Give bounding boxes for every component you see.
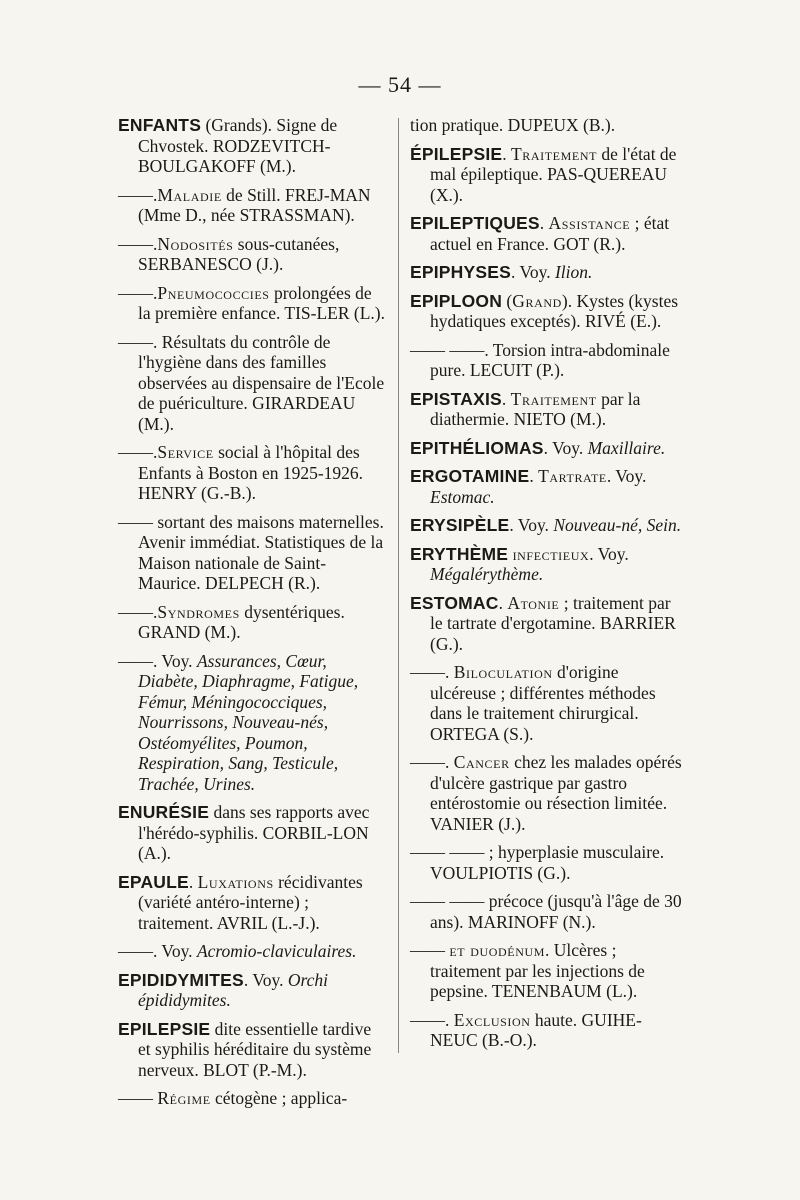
entry-text: dite essentielle tardive et syphilis héréditaire du système nerveux. BLOT (P.-M.). [138,1018,372,1080]
repeat-dash: —— —— [410,891,485,911]
entry-headword: ENFANTS [118,115,202,135]
entry-text: tion pratique. DUPEUX (B.). [410,115,616,135]
index-subentry [118,602,386,643]
repeat-dash: ——. [118,184,158,205]
repeat-dash: ——. [118,331,158,352]
index-entry [118,872,386,934]
subject-term: Cancer [453,752,510,772]
entry-headword: EPILEPTIQUES [410,213,540,233]
entry-headword: EPAULE [118,871,189,892]
subject-term: Luxations [197,871,274,892]
right-column [410,115,682,1059]
entry-text: précoce (jusqu'à l'âge de 30 ans). MARINOFF (N.). [430,891,682,932]
subject-term: Nodosités [157,233,234,254]
entry-headword: ERYTHÈME [410,543,509,564]
entry-text: récidivantes (variété antéro-interne) ; traitement. AVRIL (L.-J.). [138,871,363,933]
entry-text: de l'état de mal épileptique. PAS-QUEREAU (X.). [430,143,677,205]
entry-text: dysentériques. GRAND (M.). [138,601,345,642]
index-entry [410,291,682,332]
index-subentry [410,340,682,381]
subject-term: Tartrate [538,466,607,486]
entry-text: . [529,466,539,486]
entry-text: . Voy. [589,543,629,564]
repeat-dash: ——. [410,1009,450,1030]
subject-term: Biloculation [453,662,553,682]
subject-term: Exclusion [453,1009,531,1030]
entry-text: haute. GUIHE-NEUC (B.-O.). [430,1009,642,1050]
subject-term: Traitement [510,388,597,409]
entry-text: chez les malades opérés d'ulcère gastrique par gastro entérostomie ou résection limitée. VANIER (J.). [430,752,682,834]
index-entry [410,213,682,254]
entry-text: . Voy. [606,466,647,486]
index-subentry [118,1088,386,1109]
cross-reference: Estomac. [430,486,495,507]
entry-text: . Voy. [543,437,588,458]
index-entry [118,970,386,1011]
index-entry [410,593,682,655]
cross-reference: Acromio-claviculaires. [196,941,357,961]
entry-text: . Voy. [511,262,555,282]
repeat-dash: ——. [118,233,158,254]
entry-text: Résultats du contrôle de l'hygiène dans des familles observées au dispensaire de l'Ecole de puériculture. GIRARDEAU (M.). [138,331,385,434]
repeat-dash: ——. [118,601,158,622]
left-column [118,115,386,1117]
index-subentry [118,651,386,795]
entry-text: . [501,388,511,409]
index-subentry [118,442,386,504]
entry-text: social à l'hôpital des Enfants à Boston en 1925-1926. HENRY (G.-B.). [138,442,364,503]
entry-headword: ERGOTAMINE [410,466,530,486]
subject-term: Régime [157,1088,211,1108]
entry-text: dans ses rapports avec l'hérédo-syphilis. CORBIL-LON (A.). [138,802,370,863]
index-entry [410,144,682,206]
entry-text: (Grands). Signe de Chvostek. RODZEVITCH-BOULGAKOFF (M.). [138,115,338,176]
index-subentry [118,941,386,962]
entry-text: . [502,143,511,164]
index-subentry [410,752,682,834]
cross-reference: Orchi épididymites. [138,969,329,1010]
entry-text: sous-cutanées, SERBANESCO (J.). [138,233,340,274]
entry-text: . Voy. [509,515,554,535]
subject-term: Grand [512,290,562,311]
subject-term: et duodénum [449,940,546,960]
repeat-dash: —— [118,511,153,532]
entry-headword: ENURÉSIE [118,802,210,822]
index-subentry [118,512,386,594]
index-subentry [118,332,386,435]
entry-text: . Voy. [243,969,288,990]
subject-term: Service [157,442,214,462]
page-number: — 54 — [358,72,442,97]
entry-text: ( [502,290,513,311]
entry-text: de Still. FREJ-MAN (Mme D., née STRASSMAN). [138,184,371,225]
entry-headword: ÉPILEPSIE [410,143,503,164]
cross-reference: Mégalérythème. [430,564,544,584]
entry-text: ; hyperplasie musculaire. VOULPIOTIS (G.). [430,842,665,883]
entry-text: ; traitement par le tartrate d'ergotamine. BARRIER (G.). [430,592,676,654]
repeat-dash: —— [118,1088,153,1108]
repeat-dash: ——. [118,650,158,671]
index-subentry [410,842,682,883]
entry-headword: ERYSIPÈLE [410,515,510,535]
entry-text: d'origine ulcéreuse ; différentes méthodes dans le traitement chirurgical. ORTEGA (S.). [430,662,656,744]
repeat-dash: ——. [118,941,158,961]
subject-term: Maladie [157,184,222,205]
entry-text: Torsion intra-abdominale pure. LECUIT (P.). [430,339,670,380]
entry-text: Voy. [157,941,197,961]
index-entry [410,438,682,459]
index-subentry [118,185,386,226]
subject-term: Atonie [507,592,560,613]
entry-headword: ESTOMAC [410,592,499,613]
index-subentry [410,891,682,932]
entry-headword: EPIPHYSES [410,262,512,282]
index-entry [118,802,386,864]
repeat-dash: ——. [118,282,158,303]
entry-text: sortant des maisons maternelles. Avenir immédiat. Statistiques de la Maison nationale de Saint-Maurice. DELPECH (R.). [138,511,384,593]
index-entry [410,544,682,585]
subject-term: Assistance [548,213,631,233]
entry-headword: EPILEPSIE [118,1018,211,1039]
entry-text: ). Kystes (kystes hydatiques exceptés). RIVÉ (E.). [430,290,679,331]
entry-headword: EPITHÉLIOMAS [410,437,544,458]
cross-reference: Ilion. [554,262,593,282]
subject-term: Traitement [511,143,598,164]
entry-text: prolongées de la première enfance. TIS-LER (L.). [138,282,385,323]
repeat-dash: —— —— [410,842,485,862]
repeat-dash: ——. [410,662,450,682]
cross-reference: Maxillaire. [587,437,666,458]
repeat-dash: —— [410,940,445,960]
index-entry [410,515,682,536]
index-subentry [410,1010,682,1051]
index-entry [410,262,682,283]
entry-text: cétogène ; applica- [210,1088,348,1108]
entry-headword: EPISTAXIS [410,388,502,409]
index-entry [118,1019,386,1081]
index-subentry [410,940,682,1002]
index-subentry [118,234,386,275]
index-entry [410,466,682,507]
index-subentry [410,662,682,744]
subject-term: Pneumococcies [157,282,270,303]
index-subentry [410,115,682,136]
entry-text: . [539,213,549,233]
index-entry [118,115,386,177]
subject-term: infectieux [512,543,590,564]
entry-text: . [188,871,198,892]
index-entry [410,389,682,430]
entry-text: . Ulcères ; traitement par les injections de pepsine. TENENBAUM (L.). [430,940,645,1001]
cross-reference: Assurances, Cœur, Diabète, Diaphragme, Fatigue, Fémur, Méningococciques, Nourrissons, Nouveau-nés, Ostéomyélites, Poumon, Respiration, Sang, Testicule, Trachée, Urines. [138,650,359,794]
entry-text: Voy. [157,650,197,671]
entry-headword: EPIPLOON [410,290,503,311]
entry-text: ; état actuel en France. GOT (R.). [430,213,670,254]
entry-text: par la diathermie. NIETO (M.). [430,388,641,429]
subject-term: Syndromes [157,601,240,622]
index-subentry [118,283,386,324]
column-divider [398,118,399,1053]
repeat-dash: ——. [410,752,450,772]
repeat-dash: —— ——. [410,339,489,360]
entry-text: . [498,592,508,613]
entry-headword: EPIDIDYMITES [118,969,244,990]
repeat-dash: ——. [118,442,158,462]
cross-reference: Nouveau-né, Sein. [553,515,682,535]
